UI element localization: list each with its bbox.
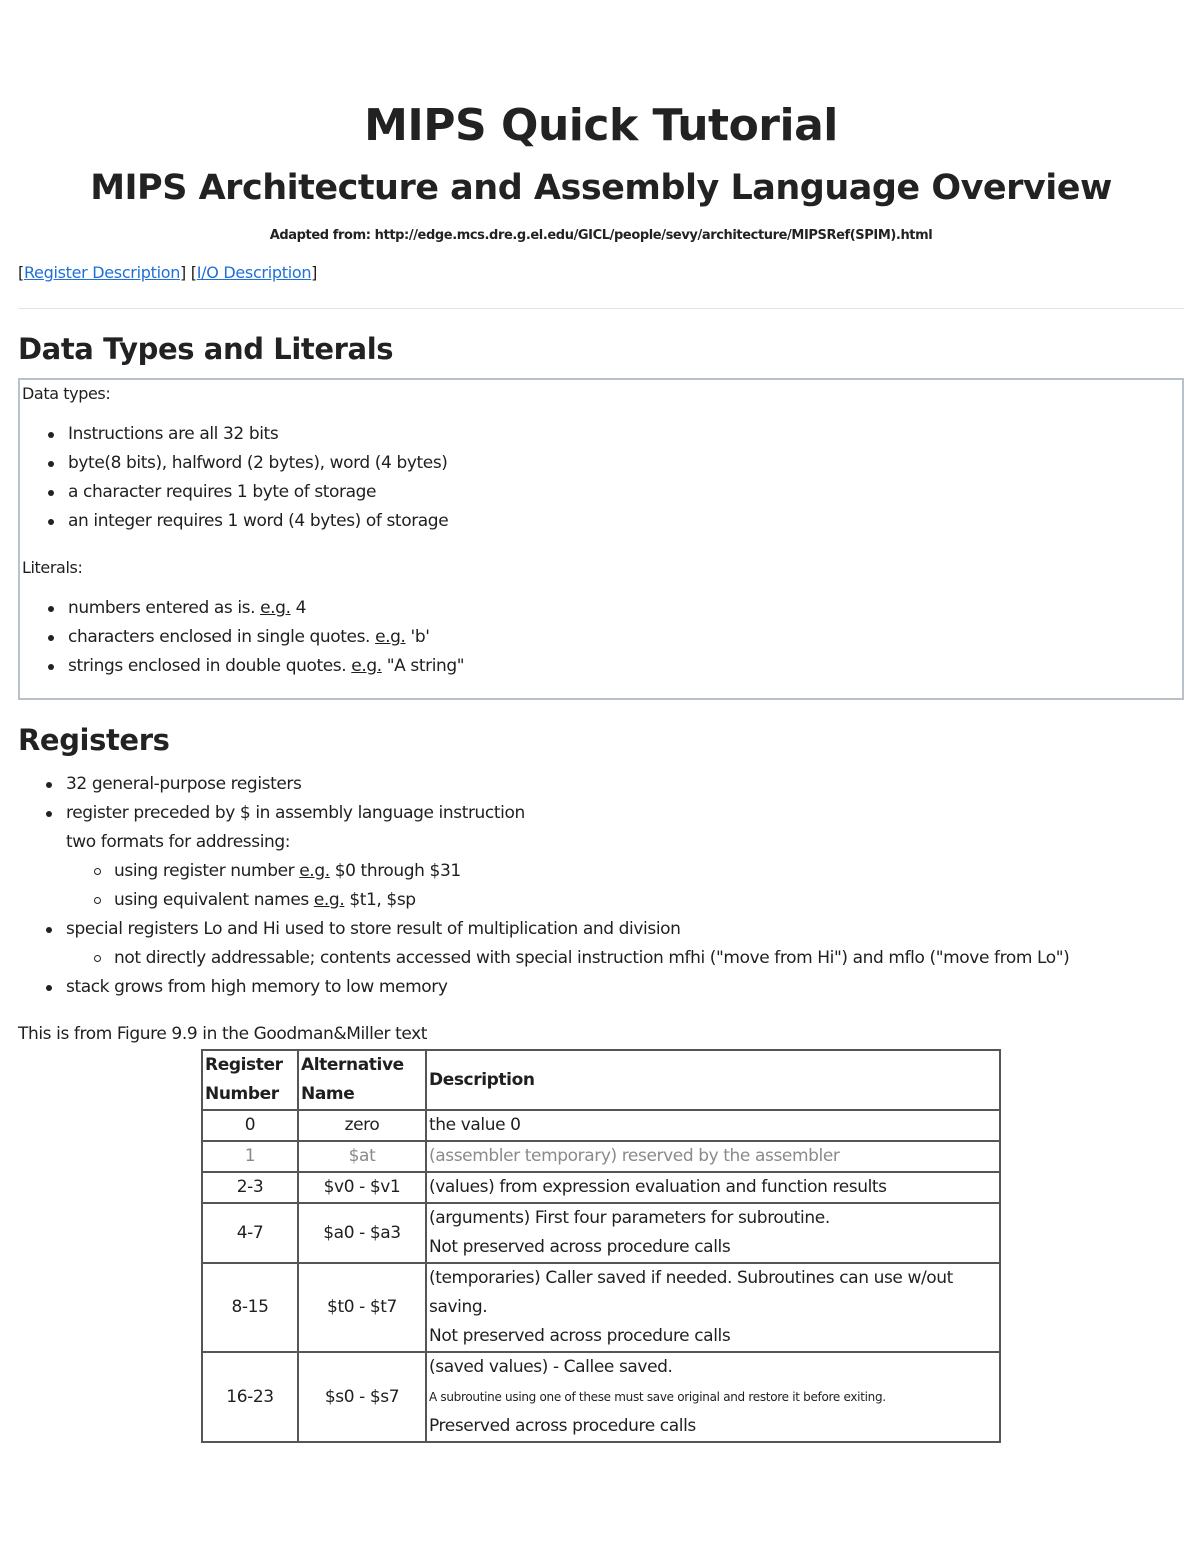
literals-list xyxy=(68,594,464,681)
list-item: a character requires 1 byte of storage xyxy=(68,478,448,507)
table-header-row xyxy=(202,1050,1000,1110)
list-item: using register number e.g. $0 through $31 xyxy=(114,857,1069,886)
list-item: using equivalent names e.g. $t1, $sp xyxy=(114,886,1069,915)
header-alternative-name: Alternative Name xyxy=(298,1050,426,1110)
list-item: strings enclosed in double quotes. e.g. "A string" xyxy=(68,652,464,681)
section-nav xyxy=(18,263,317,282)
list-item: two formats for addressing: xyxy=(66,832,291,852)
figure-caption: This is from Figure 9.9 in the Goodman&Miller text xyxy=(18,1024,428,1044)
data-types-heading: Data Types and Literals xyxy=(18,332,394,366)
table-row: 8-15 $t0 - $t7 (temporaries) Caller saved if needed. Subroutines can use w/out saving. Not preserved across procedure calls xyxy=(202,1263,1000,1352)
table-row: 16-23 $s0 - $s7 (saved values) - Callee saved. A subroutine using one of these must save original and restore it before exiting. Preserved across procedure calls xyxy=(202,1352,1000,1442)
bracket: [ xyxy=(18,263,24,282)
data-types-label: Data types: xyxy=(22,384,111,403)
table-row: 2-3 $v0 - $v1 (values) from expression evaluation and function results xyxy=(202,1172,1000,1203)
io-description-link[interactable]: I/O Description xyxy=(196,263,312,282)
header-description: Description xyxy=(426,1050,1000,1110)
register-description-link[interactable]: Register Description xyxy=(23,263,181,282)
list-item: byte(8 bits), halfword (2 bytes), word (4 bytes) xyxy=(68,449,448,478)
adapted-from-note: Adapted from: http://edge.mcs.dre.g.el.edu/GICL/people/sevy/architecture/MIPSRef(SPIM).html xyxy=(269,228,933,243)
page-title: MIPS Quick Tutorial xyxy=(364,100,838,151)
list-item: 32 general-purpose registers xyxy=(66,770,1069,799)
list-item: numbers entered as is. e.g. 4 xyxy=(68,594,464,623)
horizontal-divider xyxy=(18,308,1184,309)
header-register-number: Register Number xyxy=(202,1050,298,1110)
list-item: register preceded by $ in assembly language instruction xyxy=(66,799,1069,828)
list-item: an integer requires 1 word (4 bytes) of storage xyxy=(68,507,448,536)
literals-label: Literals: xyxy=(22,558,83,577)
list-item: not directly addressable; contents accessed with special instruction mfhi ("move from Hi") and mflo ("move from Lo") xyxy=(114,944,1069,973)
page-subtitle: MIPS Architecture and Assembly Language Overview xyxy=(90,168,1112,208)
bracket: [ xyxy=(190,263,197,282)
data-types-box xyxy=(18,378,1184,700)
list-item: stack grows from high memory to low memory xyxy=(66,973,1069,1002)
table-row: 1 $at (assembler temporary) reserved by the assembler xyxy=(202,1141,1000,1172)
register-table xyxy=(201,1049,1001,1443)
list-item: Instructions are all 32 bits xyxy=(68,420,448,449)
bracket: ] xyxy=(180,263,186,282)
list-item: special registers Lo and Hi used to store result of multiplication and division xyxy=(66,915,1069,944)
data-types-list xyxy=(68,420,448,536)
registers-heading: Registers xyxy=(18,723,170,757)
bracket: ] xyxy=(311,263,318,282)
registers-list xyxy=(66,770,1069,1002)
table-row: 4-7 $a0 - $a3 (arguments) First four parameters for subroutine. Not preserved across procedure calls xyxy=(202,1203,1000,1263)
list-item: characters enclosed in single quotes. e.g. 'b' xyxy=(68,623,464,652)
table-row: 0 zero the value 0 xyxy=(202,1110,1000,1141)
